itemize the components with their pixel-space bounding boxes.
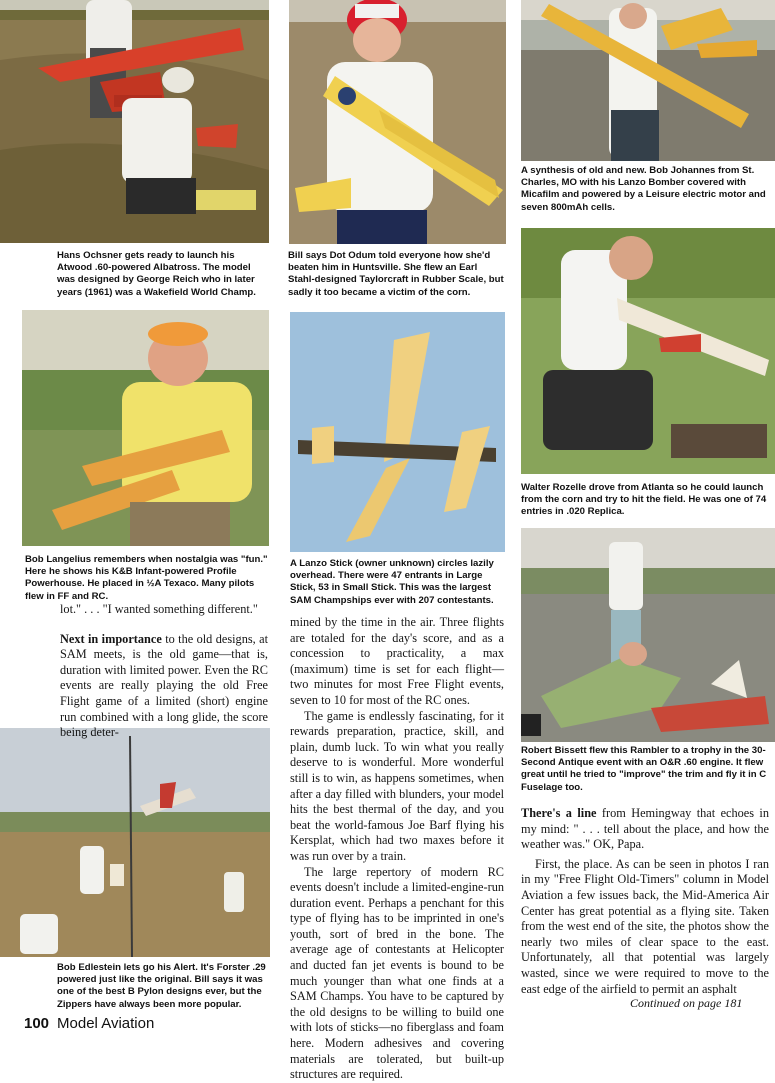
article-paragraph: mined by the time in the air. Three flights are totaled for the day's score, and as a concession to practicality, a max (maximum) time is set for each flight—two minutes for most Free Flight events, seven to 10 for most of the RC ones. [290,615,504,707]
article-paragraph [521,806,769,853]
photo-hans-ochsner [0,0,269,243]
runin-heading: Next in importance [60,631,162,646]
caption-lanzo-stick: A Lanzo Stick (owner unknown) circles lazily overhead. There were 47 entrants in Large Stick, 53 in Small Stick. This was the largest SAM Champships ever with 207 contestants. [290,558,494,606]
photo-robert-bissett [521,528,775,742]
folio [24,1015,154,1032]
caption-robert-bissett: Robert Bissett flew this Rambler to a trophy in the 30-Second Antique event with an O&R .60 engine. It flew great until he tried to "improve" the trim and fly it in C Fuselage too. [521,745,767,793]
article-paragraph: The game is endlessly fascinating, for it rewards preparation, practice, skill, and plain, dumb luck. To win what you really deserve to is wonderful. More wonderful still is to win, as happens sometimes, when after a day filled with blunders, your model hits the best thermal of the day, and you beat the world-famous Joe Barf flying his Kersplat, which had two maxes before it was run over by a train. [290,708,504,863]
photo-bob-edlestein [0,728,270,957]
article-paragraph: The large repertory of modern RC events doesn't include a limited-engine-run duration event. Perhaps a penchant for this type of flying has to be imprinted in one's youth, sort of bred in the bone. The average age of contestants at Helicopter and ducted fan jet events is bound to be much younger than what one finds at a SAM Champs. You have to be captured by the old designs to be willing to build one with lots of sticks—no fiberglass and foam here. Modern adhesives and covering materials are tolerated, but built-up structures are required. [290,864,504,1082]
photo-walter-rozelle [521,228,775,474]
article-column-3 [521,806,769,997]
caption-bob-edlestein: Bob Edlestein lets go his Alert. It's Forster .29 powered just like the original. Bill says it was one of the best B Pylon designs ever, but the Zippers have always been more popular. [57,962,266,1010]
photo-bob-johannes [521,0,775,161]
article-lead-line: lot." . . . "I wanted something different." [60,602,258,616]
article-paragraph [60,632,268,741]
runin-heading: There's a line [521,806,597,820]
caption-bob-langelius: Bob Langelius remembers when nostalgia was "fun." Here he shows his K&B Infant-powered Profile Powerhouse. He placed in ½A Texaco. Many pilots flew in FF and RC. [25,554,268,602]
article-column-2 [290,615,504,1083]
paragraph-text: to the old designs, at SAM meets, is the old game—that is, duration with limited power. Even the RC events are really playing the old Free Flight game of a limited (short) engine run combined with a long glide, the score being deter- [60,631,269,740]
paragraph-text: from Hemingway that echoes in my mind: " . . . tell about the place, and how the weather was." OK, Papa. [521,806,770,852]
caption-dot-odum: Bill says Dot Odum told everyone how she'd beaten him in Huntsville. She flew an Earl Stahl-designed Taylorcraft in Rubber Scale, but sadly it too became a victim of the corn. [288,250,504,298]
magazine-title: Model Aviation [57,1015,155,1032]
page-number: 100 [24,1015,50,1032]
continued-jump-line: Continued on page 181 [630,996,743,1010]
article-column-1 [60,602,268,741]
caption-bob-johannes: A synthesis of old and new. Bob Johannes from St. Charles, MO with his Lanzo Bomber covered with Micafilm and powered by a Leisure electric motor and seven 800mAh cells. [521,165,766,213]
caption-walter-rozelle: Walter Rozelle drove from Atlanta so he could launch from the corn and try to hit the field. He was one of 74 entries in .020 Replica. [521,482,767,518]
caption-hans-ochsner: Hans Ochsner gets ready to launch his Atwood .60-powered Albatross. The model was designed by George Reich who in later years (1961) was a Wakefield World Champ. [57,250,256,298]
photo-dot-odum [289,0,506,244]
photo-lanzo-stick [290,312,505,552]
article-paragraph: First, the place. As can be seen in photos I ran in my "Free Flight Old-Timers" column in Model Aviation a few issues back, the Mid-America Air Center has great potential as a flying site. Taken from the west end of the site, the photos show the nearly two miles of clear space to the east. Unfortunately, all that potential was largely wasted, since we were required to move to the east edge of the airfield to permit an asphalt [521,856,769,996]
photo-bob-langelius [22,310,269,546]
